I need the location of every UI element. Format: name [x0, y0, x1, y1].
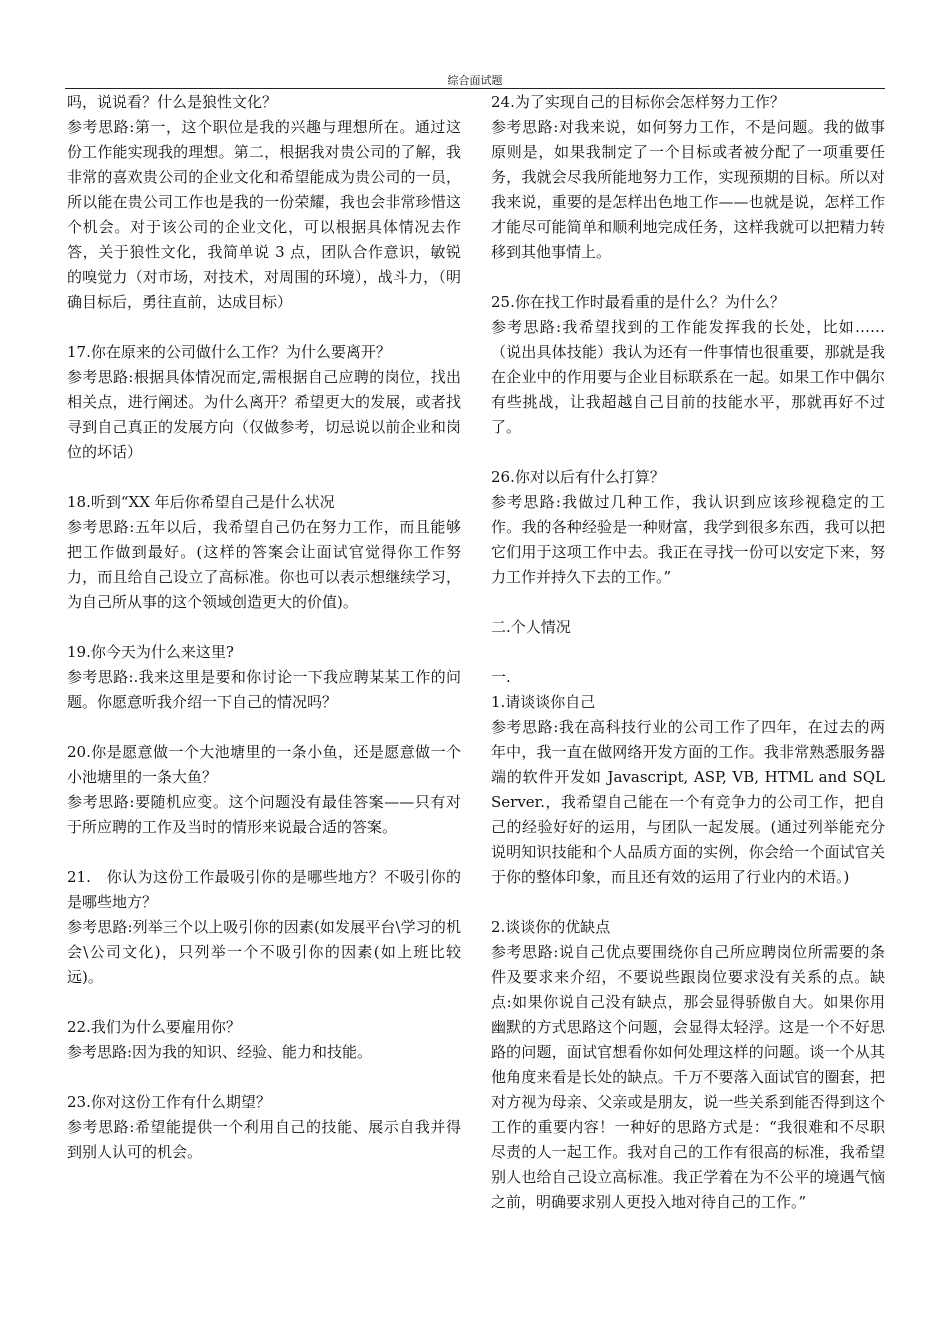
qa-block [67, 490, 461, 615]
block-heading: 23.你对这份工作有什么期望？ [67, 1093, 271, 1111]
qa-block [491, 90, 885, 265]
right-column [491, 90, 885, 1215]
block-text: 参考思路:.我来这里是要和你讨论一下我应聘某某工作的问题。你愿意听我介绍一下自己的情况吗？ [67, 668, 461, 711]
block-text: 参考思路:希望能提供一个利用自己的技能、展示自我并得到别人认可的机会。 [67, 1118, 461, 1161]
block-heading: 18.听到“XX 年后你希望自己是什么状况 [67, 493, 335, 511]
qa-block [491, 665, 885, 890]
page-header: 综合面试题 [447, 74, 503, 87]
qa-block [491, 915, 885, 1215]
block-text: 参考思路:说自己优点要围绕你自己所应聘岗位所需要的条件及要求来介绍，不要说些跟岗位要求没有关系的点。缺点:如果你说自己没有缺点，那会显得骄傲自大。如果你用幽默的方式思路这个问题，会显得太轻浮。这是一个不好思路的问题，面试官想看你如何处理这样的问题。谈一个从其他角度来看是长处的缺点。千万不要落入面试官的圈套，把对方视为母亲、父亲或是朋友，说一些关系到能否得到这个工作的重要内容！一种好的思路方式是：“我很难和不尽职尽责的人一起工作。我对自己的工作有很高的标准，我希望别人也给自己设立高标准。我正学着在为不公平的境遇气恼之前，明确要求别人更投入地对待自己的工作。” [491, 943, 885, 1211]
block-heading: 22.我们为什么要雇用你？ [67, 1018, 241, 1036]
block-heading: 24.为了实现自己的目标你会怎样努力工作？ [491, 93, 785, 111]
block-heading: 25.你在找工作时最看重的是什么？为什么？ [491, 293, 785, 311]
qa-block [491, 465, 885, 590]
block-text: 参考思路:根据具体情况而定,需根据自己应聘的岗位，找出相关点，进行阐述。为什么离开？希望更大的发展，或者找寻到自己真正的发展方向（仅做参考，切忌说以前企业和岗位的坏话） [67, 368, 461, 461]
block-text: 参考思路:列举三个以上吸引你的因素(如发展平台\学习的机会\公司文化)，只列举一个不吸引你的因素(如上班比较远)。 [67, 918, 461, 986]
block-heading: 2.谈谈你的优缺点 [491, 918, 611, 936]
qa-block [491, 615, 885, 640]
qa-block [67, 865, 461, 990]
block-text: 1.请谈谈你自己 [491, 693, 596, 711]
block-text: 参考思路:我在高科技行业的公司工作了四年，在过去的两年中，我一直在做网络开发方面的工作。我非常熟悉服务器端的软件开发如 Javascript, ASP, VB, HTML and SQL Server.，我希望自己能在一个有竞争力的公司工作，把自己的经验好好的运用，与团队一起发展。(通过列举能充分说明知识技能和个人品质方面的实例，你会给一个面试官关于你的整体印象，而且还有效的运用了行业内的术语。) [491, 718, 885, 886]
block-text: 参考思路:我希望找到的工作能发挥我的长处，比如……（说出具体技能）我认为还有一件事情也很重要，那就是我在企业中的作用要与企业目标联系在一起。如果工作中偶尔有些挑战，让我超越自己目前的技能水平，那就再好不过了。 [491, 318, 885, 436]
block-heading: 17.你在原来的公司做什么工作？为什么要离开？ [67, 343, 391, 361]
block-heading: 21. 你认为这份工作最吸引你的是哪些地方？不吸引你的是哪些地方？ [67, 868, 461, 911]
block-heading: 26.你对以后有什么打算？ [491, 468, 665, 486]
block-heading: 一. [491, 668, 511, 686]
block-heading: 吗，说说看？什么是狼性文化？ [67, 93, 278, 111]
qa-block [67, 90, 461, 315]
block-text: 参考思路:因为我的知识、经验、能力和技能。 [67, 1043, 373, 1061]
block-heading: 二.个人情况 [491, 618, 571, 636]
block-heading: 20.你是愿意做一个大池塘里的一条小鱼，还是愿意做一个小池塘里的一条大鱼？ [67, 743, 461, 786]
block-text: 参考思路:五年以后，我希望自己仍在努力工作，而且能够把工作做到最好。(这样的答案会让面试官觉得你工作努力，而且给自己设立了高标准。你也可以表示想继续学习，为自己所从事的这个领域创造更大的价值)。 [67, 518, 461, 611]
header-rule [65, 88, 885, 89]
qa-block [67, 640, 461, 715]
qa-block [491, 290, 885, 440]
block-heading: 19.你今天为什么来这里? [67, 643, 234, 661]
left-column [67, 90, 461, 1165]
block-text: 参考思路:要随机应变。这个问题没有最佳答案——只有对于所应聘的工作及当时的情形来说最合适的答案。 [67, 793, 461, 836]
block-text: 参考思路:第一，这个职位是我的兴趣与理想所在。通过这份工作能实现我的理想。第二，根据我对贵公司的了解，我非常的喜欢贵公司的企业文化和希望能成为贵公司的一员，所以能在贵公司工作也是我的一份荣耀，我也会非常珍惜这个机会。对于该公司的企业文化，可以根据具体情况去作答，关于狼性文化，我简单说 3 点，团队合作意识，敏锐的嗅觉力（对市场，对技术，对周围的环境），战斗力，（明确目标后，勇往直前，达成目标） [67, 118, 461, 311]
qa-block [67, 1090, 461, 1165]
qa-block [67, 340, 461, 465]
qa-block [67, 1015, 461, 1065]
block-text: 参考思路:我做过几种工作，我认识到应该珍视稳定的工作。我的各种经验是一种财富，我学到很多东西，我可以把它们用于这项工作中去。我正在寻找一份可以安定下来，努力工作并持久下去的工作。” [491, 493, 885, 586]
block-text: 参考思路:对我来说，如何努力工作，不是问题。我的做事原则是，如果我制定了一个目标或者被分配了一项重要任务，我就会尽我所能地努力工作，实现预期的目标。所以对我来说，重要的是怎样出色地工作——也就是说，怎样工作才能尽可能简单和顺利地完成任务，这样我就可以把精力转移到其他事情上。 [491, 118, 885, 261]
qa-block [67, 740, 461, 840]
